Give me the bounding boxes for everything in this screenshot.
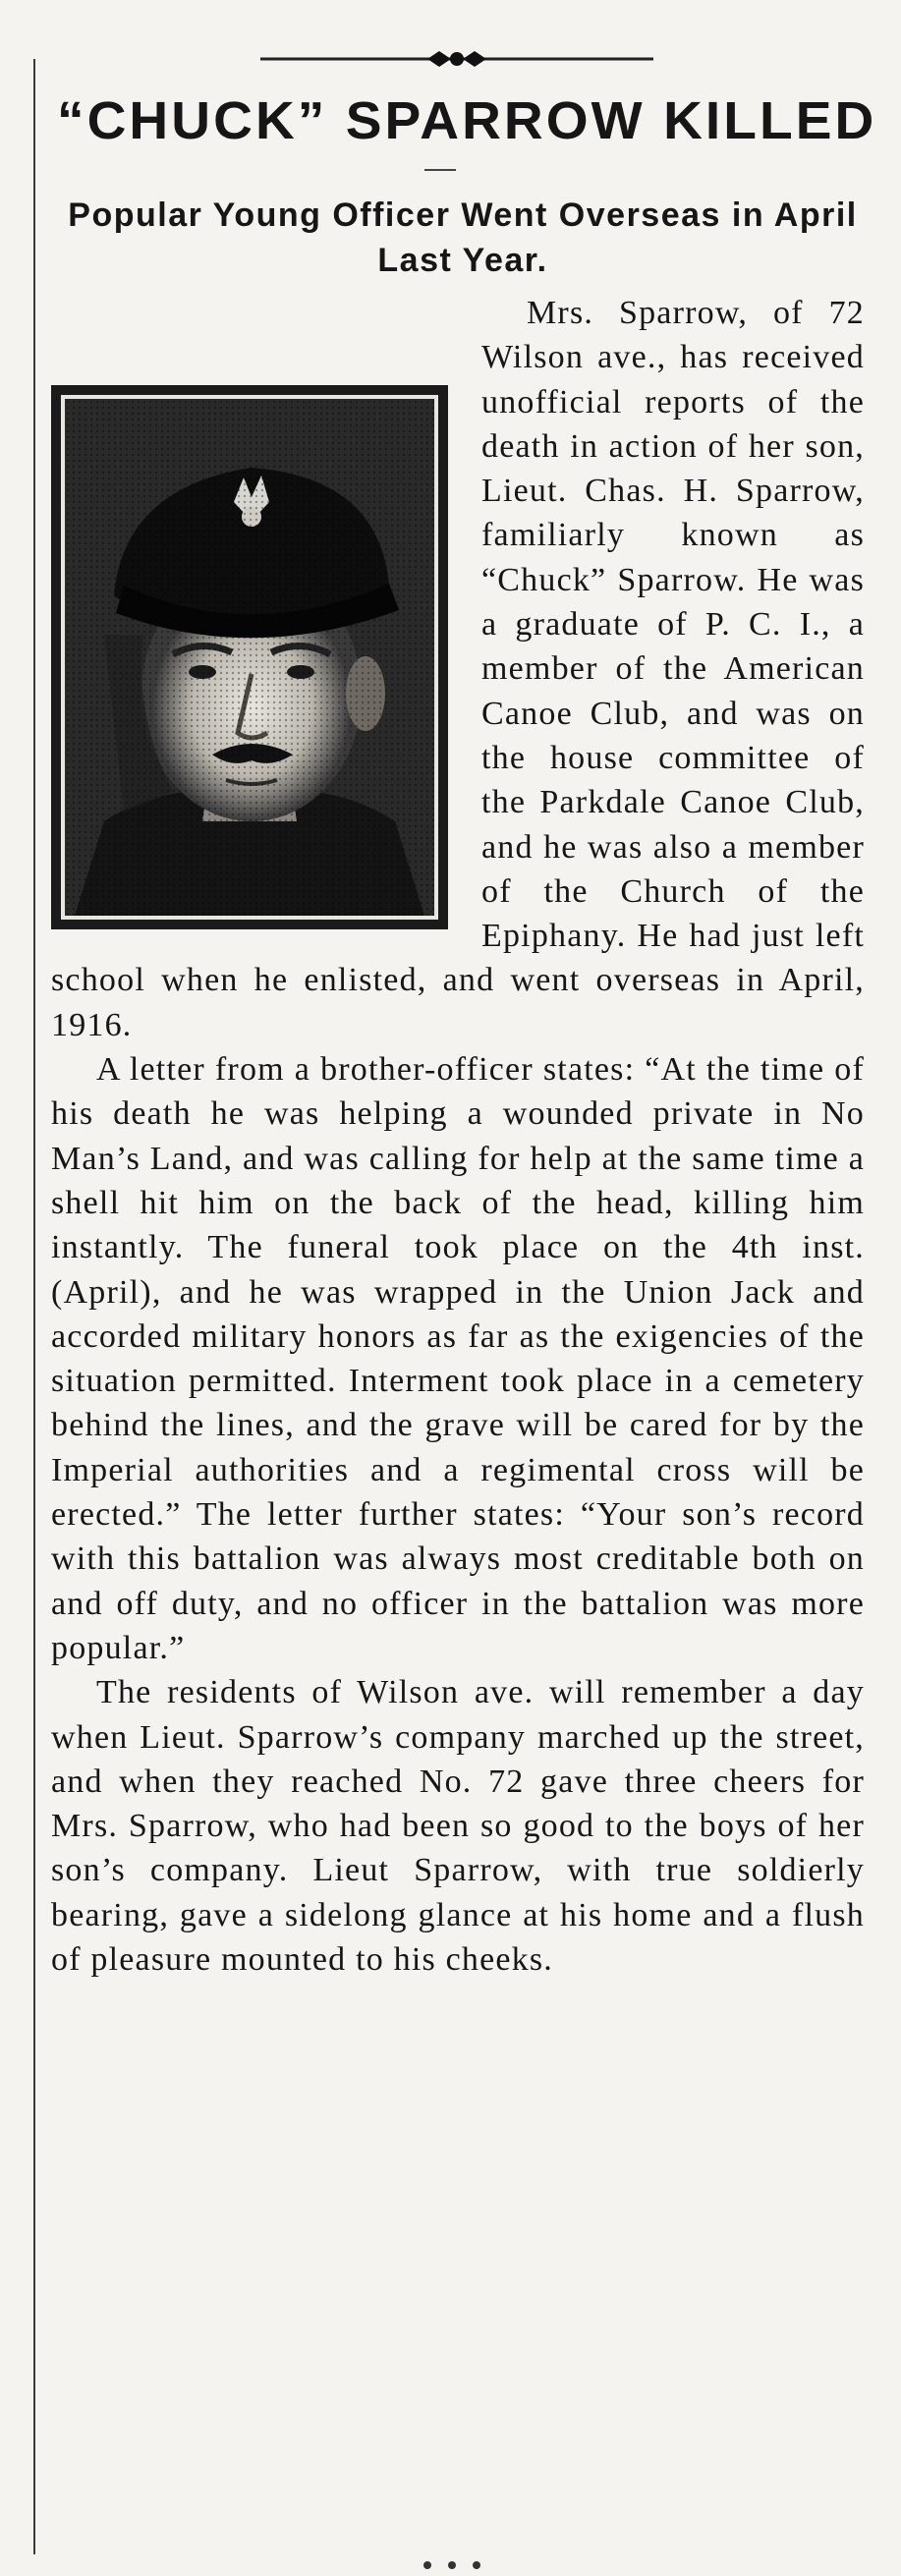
officer-portrait-image xyxy=(65,399,434,916)
article-body xyxy=(51,291,865,1982)
portrait-photo xyxy=(51,385,448,929)
headline-divider xyxy=(424,169,456,171)
paragraph-3: The residents of Wilson ave. will remember a day when Lieut. Sparrow’s company marched up the street, and when they reached No. 72 gave three cheers for Mrs. Sparrow, who had been so good to the boys of her son’s company. Lieut Sparrow, with true soldierly bearing, gave a sidelong glance at his home and a flush of pleasure mounted to his cheeks. xyxy=(51,1674,865,1978)
column-rule xyxy=(33,59,35,2554)
paragraph-1: Mrs. Sparrow, of 72 Wilson ave., has received unofficial reports of the death in action of her son, Lieut. Chas. H. Sparrow, familiarly known as “Chuck” Sparrow. He was a graduate of P. C. I., a member of the American Canoe Club, and was on the house committee of the Parkdale Canoe Club, and he was also a member of the Church of the Epiphany. He had just left school when he enlisted, and went overseas in April, 1916. xyxy=(51,295,865,1043)
paragraph-2: A letter from a brother-officer states: “At the time of his death he was helping a wounded private in No Man’s Land, and was calling for help at the same time a shell hit him on the back of the head, killing him instantly. The funeral took place on the 4th inst. (April), and he was wrapped in the Union Jack and accorded military honors as far as the exigencies of the situation permitted. Interment took place in a cemetery behind the lines, and the grave will be cared for by the Imperial authorities and a regimental cross will be erected.” The letter further states: “Your son’s record with this battalion was always most creditable both on and off duty, and no officer in the battalion was more popular.” xyxy=(51,1051,865,1666)
top-ornament-rule xyxy=(260,47,653,71)
subheadline: Popular Young Officer Went Overseas in April Last Year. xyxy=(68,196,858,279)
headline: “CHUCK” SPARROW KILLED xyxy=(57,91,877,150)
bottom-ornament xyxy=(398,2558,506,2572)
